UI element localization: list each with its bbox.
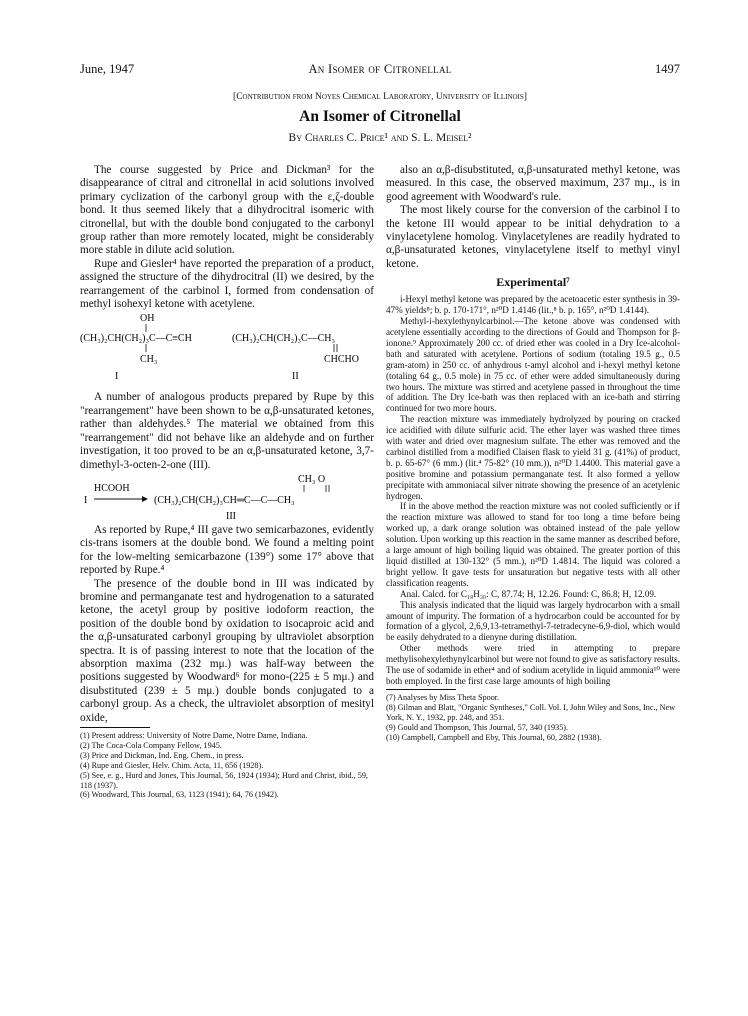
footnotes-left [80, 727, 374, 800]
paragraph: As reported by Rupe,⁴ III gave two semicarbazones, evidently cis-trans isomers at the double bond. We found a melting point for the low-melting semicarbazone (139°) some 17° above that reported by Rupe.⁴ [80, 523, 374, 577]
footnote: (5) See, e. g., Hurd and Jones, This Journal, 56, 1924 (1934); Hurd and Christ, ibid., 59, 118 (1937). [80, 770, 368, 790]
running-header [80, 62, 680, 80]
structure-I-II [80, 311, 374, 391]
paragraph: This analysis indicated that the liquid was largely hydrocarbon with a small amount of impurity. The formation of a hydrocarbon could be accounted for by formation of a glycol, 2,6,9,13-tetramethyl-7-tetradecyne-6,9-diol, which would be easily dehydrated to a dienyne during distillation. [386, 599, 680, 643]
paragraph: i-Hexyl methyl ketone was prepared by the acetoacetic ester synthesis in 39-47% yields⁸; b. p. 170-171°, n²⁰D 1.4146 (lit.,⁸ b. p. 165°, n²⁰D 1.4144). [386, 294, 680, 316]
formula-III: (CH₃)₂CH(CH₂)₃CH═C—C—CH₃ [154, 494, 295, 506]
structure-formula-III [80, 472, 374, 524]
footnote-rule [80, 727, 150, 728]
paragraph: Anal. Calcd. for C₁₈H₃₀: C, 87.74; H, 12.26. Found: C, 86.8; H, 12.09. [400, 588, 657, 599]
contribution-line: [Contribution from Noyes Chemical Laboratory, University of Illinois] [233, 92, 527, 102]
header-page-number: 1497 [655, 62, 680, 76]
structure-III [80, 472, 374, 524]
footnote: (2) The Coca-Cola Company Fellow, 1945. [80, 740, 222, 750]
paragraph: The course suggested by Price and Dickman³ for the disappearance of citral and citronellal in acid solutions involved primary cyclization of the carbonyl group with the ε,ζ-double bond. It thus seemed likely that a dihydrocitral isomeric with citronellal, but with the double bond conjugated to the carbonyl group rather than more remotely located, might be considerably more stable in dilute acid solution. [80, 164, 374, 257]
paragraph: Rupe and Giesler⁴ have reported the preparation of a product, assigned the structure of the dihydrocitral (II) we desired, by the rearrangement of the carbinol I, formed from condensation of methyl isohexyl ketone with acetylene. [80, 257, 374, 311]
from-label: I [84, 494, 88, 506]
author-line: By Charles C. Price¹ and S. L. Meisel² [288, 132, 472, 144]
footnote: (10) Campbell, Campbell and Eby, This Journal, 60, 2882 (1938). [386, 732, 602, 742]
reagent-label: HCOOH [94, 482, 130, 494]
footnote: (3) Price and Dickman, Ind. Eng. Chem., in press. [80, 750, 244, 760]
footnote: (8) Gilman and Blatt, "Organic Syntheses," Coll. Vol. I, John Wiley and Sons, Inc., New York, N. Y., 1932, pp. 248, and 351. [386, 702, 676, 722]
label-I: I [115, 371, 119, 383]
ch3-label: CH₃ [140, 354, 158, 366]
footnote: (9) Gould and Thompson, This Journal, 57, 340 (1935). [386, 722, 569, 732]
paragraph: The most likely course for the conversion of the carbinol I to the ketone III would appear to be initial dehydration to a vinylacetylene homolog. Vinylacetylenes are readily hydrated to α,β-unsaturated ketones, vinylacetylene itself to methyl vinyl ketone. [386, 204, 680, 270]
arrow-head [142, 496, 148, 502]
header-running-title: An Isomer of Citronellal [308, 62, 452, 76]
footnote: (6) Woodward, This Journal, 63, 1123 (1941); 64, 76 (1942). [80, 790, 279, 800]
footnotes-right [386, 689, 680, 743]
paragraph: The presence of the double bond in III was indicated by bromine and permanganate test and hydrogenation to a saturated ketone, the acetyl group by positive iodoform reaction, the position of the double bond by oxidation to isocaproic acid and the α,β-unsaturated carbonyl grouping by ultraviolet absorption spectra. It is of passing interest to note that the location of the absorption maxima (232 mμ.) was half-way between the positions suggested by Woodward⁶ for mono-(225 ± 5 mμ.) and disubstituted (239 ± 5 mμ.) double bonds conjugated to a carbonyl group. As a check, the ultraviolet absorption of mesityl oxide, [80, 577, 374, 724]
right-column [386, 164, 680, 742]
article-title: An Isomer of Citronellal [299, 108, 461, 125]
chcho-label: CHCHO [324, 354, 360, 366]
left-column [80, 164, 374, 800]
paragraph: also an α,β-disubstituted, α,β-unsaturated methyl ketone, was measured. In this case, the observed maximum, 237 mμ., is in good agreement with Woodward's rule. [386, 164, 680, 203]
header-date: June, 1947 [80, 62, 135, 76]
paragraph: Methyl-i-hexylethynylcarbinol.—The ketone above was condensed with acetylene essentially according to the directions of Gould and Thompson for β-ionone.⁹ Approximately 200 cc. of dried ether was cooled in a Dry Ice-alcohol-bath and saturated with acetylene. Portions of sodium (totaling 19.5 g., 0.5 gram-atom) in 250 cc. of anhydrous t-amyl alcohol and i-hexyl methyl ketone (totaling 64 g., 0.5 mole) in 75 cc. of ether were added simultaneously during two hours. The mixture was stirred and acetylene passed in throughout the time of addition. The Dry Ice-bath was then replaced with an ice-bath and stirring continued for two more hours. [386, 316, 680, 414]
experimental-heading: Experimental⁷ [496, 275, 570, 290]
paragraph: A number of analogous products prepared by Rupe by this "rearrangement" have been shown to be α,β-unsaturated ketones, rather than aldehydes.⁵ The material we obtained from this "rearrangement" did not behave like an aldehyde and on further investigation, it too proved to be an α,β-unsaturated ketone, 3,7-dimethyl-3-octen-2-one (III). [80, 391, 374, 471]
footnote: (4) Rupe and Giesler, Helv. Chim. Acta, 11, 656 (1928). [80, 760, 264, 770]
structure-formulas [80, 311, 374, 391]
footnote: (7) Analyses by Miss Theta Spoor. [386, 692, 500, 702]
footnote-rule [386, 689, 456, 690]
label-III: III [226, 510, 236, 522]
formula-I: (CH₃)₂CH(CH₂)₃C—C≡CH [80, 333, 192, 345]
formula-II: (CH₃)₂CH(CH₂)₃C—CH₃ [232, 333, 335, 345]
ch3-o-label: CH₃ O [298, 473, 326, 485]
label-II: II [292, 371, 299, 383]
paragraph: The reaction mixture was immediately hydrolyzed by pouring on cracked ice acidified with dilute sulfuric acid. The ether layer was washed three times with water and dried over magnesium sulfate. The ether was removed and the carbinol distilled from a modified Claisen flask to yield 31 g. (41%) of product, b. p. 65-67° (6 mm.) (lit.⁴ 75-82° (10 mm.)), n²⁰D 1.4400. This material gave a positive bromine and potassium permanganate test. It also formed a yellow precipitate with ammoniacal silver nitrate showing the presence of an acetylenic hydrogen. [386, 414, 680, 501]
paragraph: Other methods were tried in attempting to prepare methylisohexylethynylcarbinol but were not found to give as satisfactory results. The use of sodamide in ether⁴ and of sodium acetylide in liquid ammonia¹⁰ were both employed. In the first case large amounts of high boiling [386, 643, 680, 686]
footnote: (1) Present address: University of Notre Dame, Notre Dame, Indiana. [80, 731, 308, 740]
oh-label: OH [140, 313, 155, 325]
paragraph: If in the above method the reaction mixture was not cooled sufficiently or if the reaction mixture was allowed to stand for too long a time before being worked up, a dark orange solution was obtained instead of the pale yellow solution. Upon working up this reaction in the same manner as described before, a large amount of high boiling liquid was obtained. The greater portion of this liquid distilled at 130-132° (5 mm.), n²⁰D 1.4814. The liquid was colored a bright yellow. It gave tests for unsaturation but negative tests with all other classification reagents. [386, 501, 680, 588]
